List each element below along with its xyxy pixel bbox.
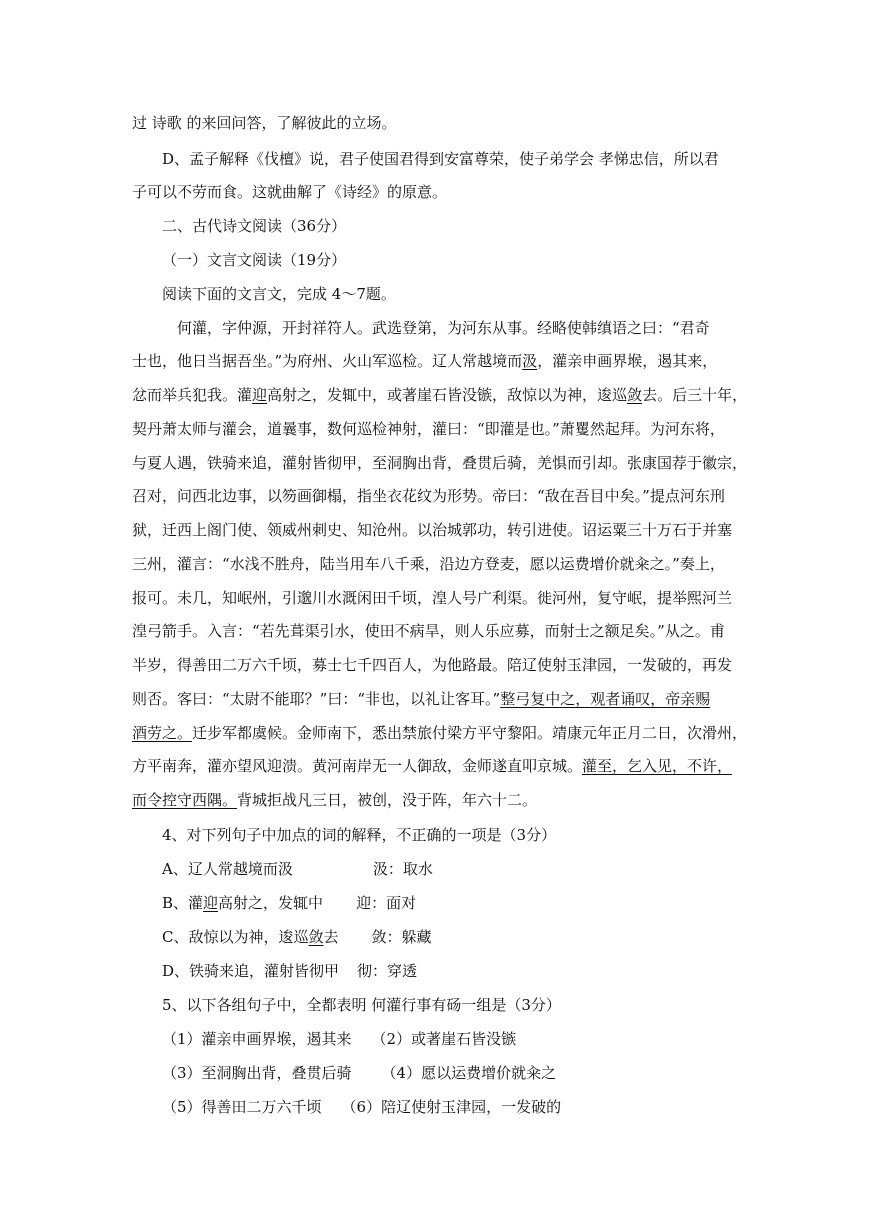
passage-line bbox=[177, 318, 710, 338]
text-span: （2）或著崖石皆没镞 bbox=[371, 1030, 517, 1048]
text-span: （3）至洞胸出背，叠贯后骑 bbox=[162, 1064, 352, 1082]
subsection-heading bbox=[162, 250, 346, 270]
dotted-word: 汲 bbox=[522, 352, 538, 370]
text-span: 半岁，得善田二万六千顷，募士七千四百人，为他路最。陪辽使射玉津园，一发破的，再发 bbox=[132, 656, 733, 674]
text-span: 二、古代诗文阅读（36分） bbox=[162, 217, 347, 235]
passage-line bbox=[132, 385, 747, 405]
passage-line bbox=[132, 621, 725, 641]
question-5-stem bbox=[162, 995, 561, 1015]
passage-line bbox=[132, 419, 725, 439]
passage-line bbox=[132, 588, 732, 608]
passage-line bbox=[132, 790, 537, 810]
question-4-option-a bbox=[162, 859, 433, 879]
dotted-word: 敛 bbox=[308, 928, 324, 946]
passage-line bbox=[132, 351, 717, 371]
text-span: 彻：穿透 bbox=[357, 962, 418, 980]
passage-line bbox=[132, 554, 725, 574]
text-span: 汲：取水 bbox=[372, 860, 433, 878]
text-span: （1）灌亲申画界堠，遏其来 bbox=[162, 1030, 352, 1048]
text-span: 湟弓箭手。入言：“若先葺渠引水，使田不病旱，则人乐应募，而射士之额足矣。”从之。甫 bbox=[132, 622, 725, 640]
text-span: 何灌，字仲源，开封祥符人。武选登第，为河东从事。经略使韩缜语之曰：“君奇 bbox=[177, 319, 710, 337]
text-span: （一）文言文阅读（19分） bbox=[162, 251, 347, 269]
text-span: 士也，他日当据吾坐。”为府州、火山军巡检。辽人常越境而 bbox=[132, 352, 523, 370]
question-4-option-d bbox=[162, 961, 417, 981]
passage-line bbox=[132, 756, 732, 776]
text-span: 去。后三十年， bbox=[642, 386, 748, 404]
section-heading bbox=[162, 216, 346, 236]
passage-line bbox=[132, 689, 710, 709]
passage-line bbox=[132, 453, 747, 473]
text-span: 迎：面对 bbox=[356, 894, 417, 912]
text-span: 与夏人遇，铁骑来追，灌射皆彻甲，至洞胸出背，叠贯后骑，羌惧而引却。张康国荐于徽宗， bbox=[132, 454, 748, 472]
text-span: 召对，问西北边事，以笏画御榻，指坐衣花纹为形势。帝曰：“敌在吾目中矣。”提点河东刑 bbox=[132, 487, 725, 505]
text-span: 4、对下列句子中加点的词的解释，不正确的一项是（3分） bbox=[162, 826, 557, 844]
text-span: 狱，迁西上阁门使、领威州刺史、知沧州。以治城郭功，转引进使。诏运粟三十万石于并塞 bbox=[132, 521, 733, 539]
text-span: 契丹萧太师与灌会，道曩事，数何巡检神射，灌曰：“即灌是也。”萧矍然起拜。为河东将， bbox=[132, 420, 725, 438]
text-span: 5、以下各组句子中，全都表明 何灌行事有砀一组是（3分） bbox=[162, 996, 561, 1014]
instruction-line bbox=[162, 284, 396, 304]
option-d-line bbox=[162, 149, 719, 169]
text-span: 报可。未几，知岷州，引邈川水溉闲田千顷，湟人号广利渠。徙河州，复守岷，提举熙河兰 bbox=[132, 589, 733, 607]
text-span: 敛：躲藏 bbox=[371, 928, 432, 946]
text-span: 高射之，发辄中，或著崖石皆没镞，敌惊以为神，逡巡 bbox=[267, 386, 628, 404]
text-span: C、敌惊以为神，逡巡 bbox=[162, 928, 309, 946]
text-span: 过 诗歌 的来回问答，了解彼此的立场。 bbox=[132, 114, 397, 132]
text-span: A、辽人常越境而汲 bbox=[162, 860, 293, 878]
question-4-option-c bbox=[162, 927, 432, 947]
passage-line bbox=[132, 486, 725, 506]
text-span: （6）陪辽使射玉津园，一发破的 bbox=[341, 1098, 562, 1116]
text-span: 阅读下面的文言文，完成 4～7题。 bbox=[162, 285, 396, 303]
question-4-stem bbox=[162, 825, 556, 845]
question-5-row-2 bbox=[162, 1063, 556, 1083]
text-span: 方平南奔，灌亦望风迎溃。黄河南岸无一人御敌，金师遂直叩京城。 bbox=[132, 757, 583, 775]
text-line bbox=[132, 113, 397, 133]
text-span: 三州，灌言：“水浅不胜舟，陆当用车八千乘，沿边方登麦，愿以运费增价就籴之。”奏上， bbox=[132, 555, 725, 573]
text-line bbox=[132, 182, 447, 202]
question-5-row-3 bbox=[162, 1097, 561, 1117]
dotted-word: 迎 bbox=[203, 894, 219, 912]
text-span: B、灌 bbox=[162, 894, 204, 912]
question-4-option-b bbox=[162, 893, 416, 913]
text-span: ，灌亲申画界堠，遏其来， bbox=[537, 352, 718, 370]
passage-line bbox=[132, 520, 732, 540]
underlined-sentence: 酒劳之。 bbox=[132, 724, 193, 742]
text-span: （4）愿以运费增价就籴之 bbox=[381, 1064, 557, 1082]
text-span: 背城拒战凡三日，被创，没于阵，年六十二。 bbox=[237, 791, 538, 809]
passage-line bbox=[132, 655, 732, 675]
text-span: 高射之，发辄中 bbox=[218, 894, 324, 912]
underlined-sentence: 灌至，乞入见，不许， bbox=[582, 757, 733, 775]
passage-line bbox=[132, 723, 747, 743]
text-span: 迁步军都虞候。金师南下，悉出禁旅付梁方平守黎阳。靖康元年正月二日，次滑州， bbox=[192, 724, 748, 742]
underlined-sentence: 而令控守西隅。 bbox=[132, 791, 238, 809]
text-span: 子可以不劳而食。这就曲解了《诗经》的原意。 bbox=[132, 183, 448, 201]
question-5-row-1 bbox=[162, 1029, 516, 1049]
text-span: （5）得善田二万六千顷 bbox=[162, 1098, 322, 1116]
text-span: D、铁骑来追，灌射皆彻甲 bbox=[162, 962, 340, 980]
text-span: 则否。客曰：“太尉不能耶？”曰：“非也，以礼让客耳。” bbox=[132, 690, 501, 708]
underlined-sentence: 整弓复中之，观者诵叹，帝亲赐 bbox=[500, 690, 711, 708]
text-span: 忿而举兵犯我。灌 bbox=[132, 386, 253, 404]
dotted-word: 迎 bbox=[252, 386, 268, 404]
text-span: 去 bbox=[323, 928, 339, 946]
text-span: D、孟子解释《伐檀》说，君子使国君得到安富尊荣，使子弟学会 孝悌忠信，所以君 bbox=[162, 150, 719, 168]
dotted-word: 敛 bbox=[627, 386, 643, 404]
